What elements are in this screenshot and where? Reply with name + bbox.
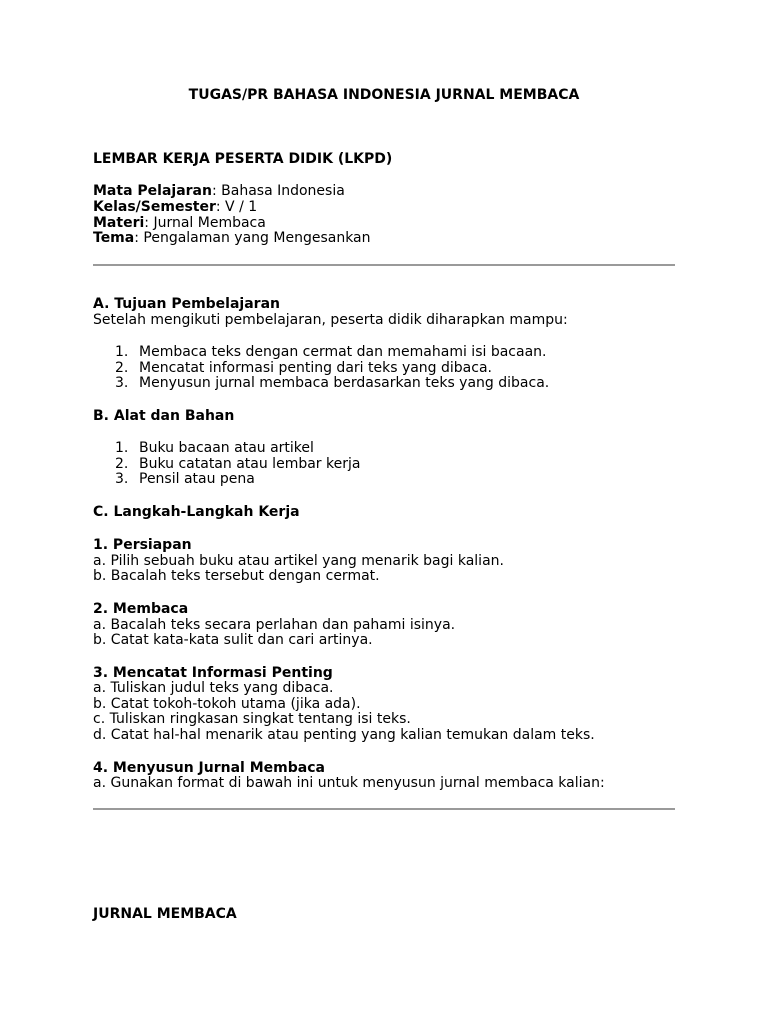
info-label: Tema: [93, 230, 135, 246]
step-line: b. Bacalah teks tersebut dengan cermat.: [93, 568, 380, 584]
list-item: 3. Menyusun jurnal membaca berdasarkan teks yang dibaca.: [115, 375, 550, 391]
divider-bottom: [93, 808, 675, 810]
info-value: : Bahasa Indonesia: [211, 183, 345, 199]
section-a-heading: A. Tujuan Pembelajaran: [93, 296, 280, 312]
section-c-heading: C. Langkah-Langkah Kerja: [93, 504, 300, 520]
step-line: d. Catat hal-hal menarik atau penting yang kalian temukan dalam teks.: [93, 727, 595, 743]
divider-top: [93, 264, 675, 266]
journal-heading: JURNAL MEMBACA: [93, 906, 237, 922]
info-value: : V / 1: [215, 199, 258, 215]
info-row-theme: [93, 231, 371, 247]
step-heading: 3. Mencatat Informasi Penting: [93, 665, 333, 681]
step-heading: 2. Membaca: [93, 601, 189, 617]
step-line: b. Catat kata-kata sulit dan cari artinya.: [93, 632, 373, 648]
info-label: Kelas/Semester: [93, 199, 216, 215]
step-heading: 1. Persiapan: [93, 537, 192, 553]
info-value: : Jurnal Membaca: [144, 215, 266, 231]
step-line: a. Gunakan format di bawah ini untuk menyusun jurnal membaca kalian:: [93, 775, 605, 791]
info-row-class: [93, 200, 257, 216]
step-line: a. Tuliskan judul teks yang dibaca.: [93, 680, 334, 696]
list-item: 2. Mencatat informasi penting dari teks yang dibaca.: [115, 360, 492, 376]
step-heading: 4. Menyusun Jurnal Membaca: [93, 760, 325, 776]
document-title: TUGAS/PR BAHASA INDONESIA JURNAL MEMBACA: [188, 87, 580, 103]
info-label: Materi: [93, 215, 145, 231]
info-value: : Pengalaman yang Mengesankan: [134, 230, 371, 246]
step-line: a. Bacalah teks secara perlahan dan pahami isinya.: [93, 617, 456, 633]
list-item: 3. Pensil atau pena: [115, 471, 255, 487]
step-line: b. Catat tokoh-tokoh utama (jika ada).: [93, 696, 361, 712]
info-row-subject: [93, 184, 345, 200]
info-label: Mata Pelajaran: [93, 183, 212, 199]
step-line: a. Pilih sebuah buku atau artikel yang menarik bagi kalian.: [93, 553, 504, 569]
section-a-intro: Setelah mengikuti pembelajaran, peserta didik diharapkan mampu:: [93, 312, 568, 328]
list-item: 1. Buku bacaan atau artikel: [115, 440, 314, 456]
section-b-heading: B. Alat dan Bahan: [93, 408, 235, 424]
list-item: 1. Membaca teks dengan cermat dan memahami isi bacaan.: [115, 344, 547, 360]
lkpd-heading: LEMBAR KERJA PESERTA DIDIK (LKPD): [93, 151, 393, 167]
list-item: 2. Buku catatan atau lembar kerja: [115, 456, 361, 472]
step-line: c. Tuliskan ringkasan singkat tentang isi teks.: [93, 711, 411, 727]
